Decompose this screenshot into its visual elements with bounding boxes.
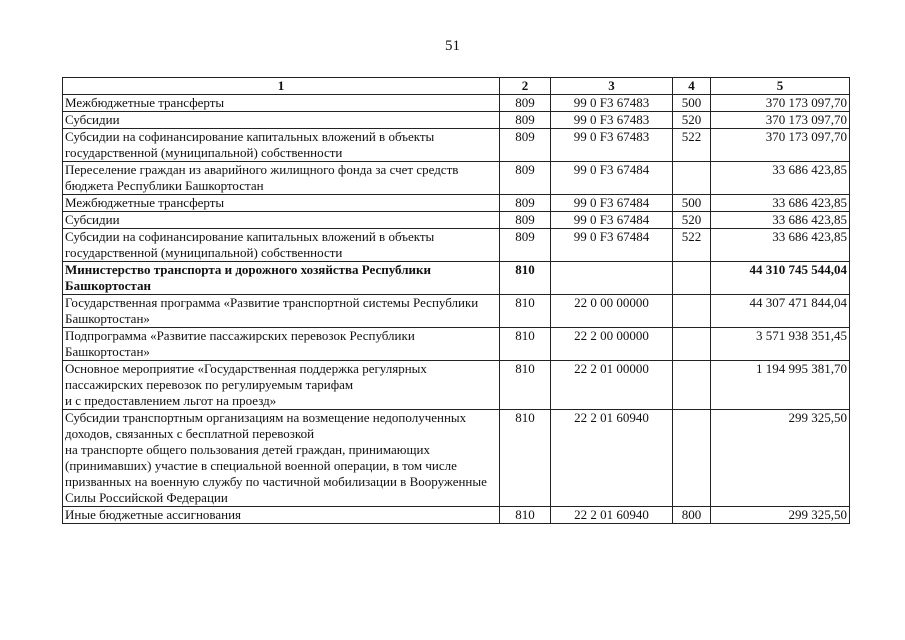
cell-target-article [551, 262, 673, 295]
cell-amount: 33 686 423,85 [711, 162, 850, 195]
cell-description: Государственная программа «Развитие транспортной системы Республики Башкортостан» [63, 295, 500, 328]
cell-amount: 44 310 745 544,04 [711, 262, 850, 295]
cell-description: Межбюджетные трансферты [63, 195, 500, 212]
cell-expense-type: 500 [673, 195, 711, 212]
cell-target-article: 22 2 01 60940 [551, 410, 673, 507]
table-row [63, 129, 850, 162]
cell-description: Основное мероприятие «Государственная поддержка регулярных пассажирских перевозок по регулируемым тарифам и с предоставлением льгот на проезд» [63, 361, 500, 410]
table-row [63, 229, 850, 262]
cell-target-article: 99 0 F3 67484 [551, 162, 673, 195]
cell-description: Субсидии [63, 212, 500, 229]
header-col-2: 2 [500, 78, 551, 95]
table-row [63, 262, 850, 295]
cell-ministry-code: 809 [500, 162, 551, 195]
table-row [63, 410, 850, 507]
budget-table [62, 77, 850, 524]
header-col-4: 4 [673, 78, 711, 95]
cell-amount: 33 686 423,85 [711, 229, 850, 262]
cell-amount: 370 173 097,70 [711, 129, 850, 162]
cell-amount: 299 325,50 [711, 507, 850, 524]
header-col-3: 3 [551, 78, 673, 95]
cell-description: Субсидии на софинансирование капитальных вложений в объекты государственной (муниципальной) собственности [63, 129, 500, 162]
cell-expense-type: 800 [673, 507, 711, 524]
table-row [63, 212, 850, 229]
cell-amount: 33 686 423,85 [711, 195, 850, 212]
cell-description: Министерство транспорта и дорожного хозяйства Республики Башкортостан [63, 262, 500, 295]
table-row [63, 195, 850, 212]
cell-ministry-code: 809 [500, 229, 551, 262]
cell-expense-type: 500 [673, 95, 711, 112]
cell-expense-type: 522 [673, 229, 711, 262]
table-row [63, 361, 850, 410]
cell-expense-type: 520 [673, 212, 711, 229]
table-header-row [63, 78, 850, 95]
table-row [63, 162, 850, 195]
cell-target-article: 22 2 00 00000 [551, 328, 673, 361]
cell-expense-type [673, 162, 711, 195]
cell-description: Переселение граждан из аварийного жилищного фонда за счет средств бюджета Республики Башкортостан [63, 162, 500, 195]
cell-ministry-code: 810 [500, 361, 551, 410]
cell-target-article: 99 0 F3 67483 [551, 112, 673, 129]
cell-expense-type [673, 328, 711, 361]
cell-target-article: 22 0 00 00000 [551, 295, 673, 328]
cell-target-article: 22 2 01 60940 [551, 507, 673, 524]
cell-amount: 370 173 097,70 [711, 112, 850, 129]
cell-description: Межбюджетные трансферты [63, 95, 500, 112]
cell-description: Субсидии на софинансирование капитальных вложений в объекты государственной (муниципальной) собственности [63, 229, 500, 262]
cell-expense-type [673, 410, 711, 507]
cell-description: Субсидии транспортным организациям на возмещение недополученных доходов, связанных с бесплатной перевозкой на транспорте общего пользования детей граждан, принимающих (принимавших) участие в специальной военной операции, в том числе призванных на военную службу по частичной мобилизации в Вооруженные Силы Российской Федерации [63, 410, 500, 507]
cell-expense-type [673, 361, 711, 410]
cell-ministry-code: 810 [500, 507, 551, 524]
cell-target-article: 22 2 01 00000 [551, 361, 673, 410]
cell-expense-type: 520 [673, 112, 711, 129]
cell-target-article: 99 0 F3 67483 [551, 95, 673, 112]
header-col-5: 5 [711, 78, 850, 95]
cell-description: Субсидии [63, 112, 500, 129]
table-row [63, 95, 850, 112]
table-row [63, 295, 850, 328]
cell-amount: 1 194 995 381,70 [711, 361, 850, 410]
table-row [63, 507, 850, 524]
cell-ministry-code: 810 [500, 410, 551, 507]
cell-amount: 44 307 471 844,04 [711, 295, 850, 328]
table-row [63, 328, 850, 361]
cell-ministry-code: 810 [500, 262, 551, 295]
cell-amount: 370 173 097,70 [711, 95, 850, 112]
cell-amount: 3 571 938 351,45 [711, 328, 850, 361]
cell-target-article: 99 0 F3 67483 [551, 129, 673, 162]
cell-amount: 33 686 423,85 [711, 212, 850, 229]
cell-target-article: 99 0 F3 67484 [551, 212, 673, 229]
cell-ministry-code: 809 [500, 195, 551, 212]
cell-target-article: 99 0 F3 67484 [551, 229, 673, 262]
cell-ministry-code: 809 [500, 95, 551, 112]
table-row [63, 112, 850, 129]
page-number: 51 [445, 38, 460, 54]
table-body [63, 95, 850, 524]
cell-ministry-code: 810 [500, 295, 551, 328]
cell-expense-type: 522 [673, 129, 711, 162]
cell-amount: 299 325,50 [711, 410, 850, 507]
cell-description: Иные бюджетные ассигнования [63, 507, 500, 524]
cell-ministry-code: 810 [500, 328, 551, 361]
cell-ministry-code: 809 [500, 112, 551, 129]
cell-expense-type [673, 262, 711, 295]
cell-ministry-code: 809 [500, 129, 551, 162]
cell-expense-type [673, 295, 711, 328]
cell-target-article: 99 0 F3 67484 [551, 195, 673, 212]
cell-ministry-code: 809 [500, 212, 551, 229]
header-col-1: 1 [63, 78, 500, 95]
cell-description: Подпрограмма «Развитие пассажирских перевозок Республики Башкортостан» [63, 328, 500, 361]
